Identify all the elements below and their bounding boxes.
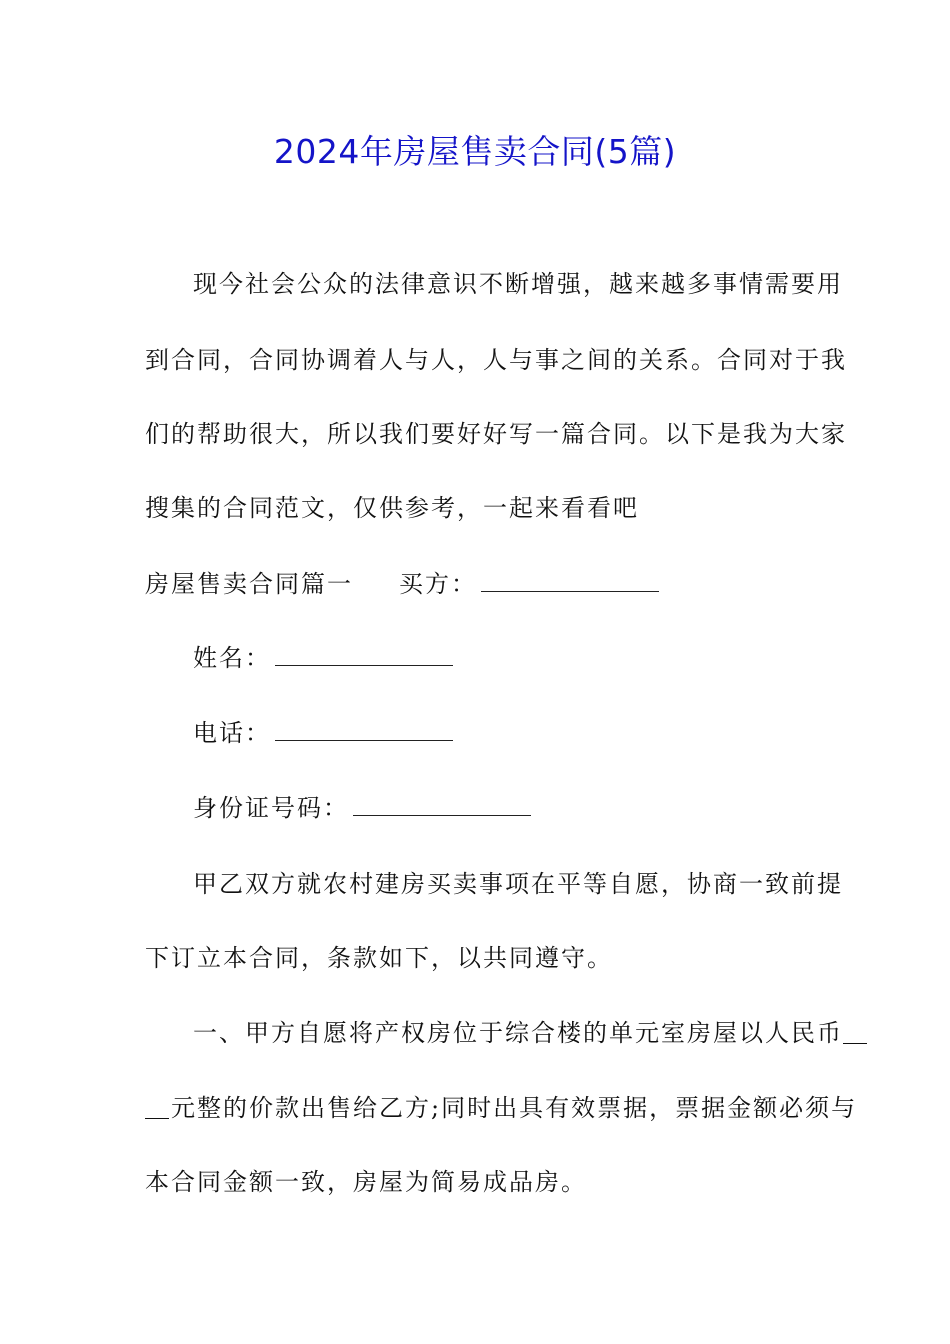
id-row	[193, 788, 531, 828]
name-label: 姓名：	[193, 644, 271, 672]
clause-one-line-1: 一、甲方自愿将产权房位于综合楼的单元室房屋以人民币＿	[193, 1019, 869, 1047]
phone-row	[193, 713, 453, 753]
agreement-line-1: 甲乙双方就农村建房买卖事项在平等自愿，协商一致前提	[193, 870, 843, 898]
intro-line-1: 现今社会公众的法律意识不断增强，越来越多事情需要用	[193, 270, 843, 298]
id-blank-line	[353, 795, 531, 816]
phone-blank-line	[275, 720, 453, 741]
intro-line-3: 们的帮助很大，所以我们要好好写一篇合同。以下是我为大家	[145, 420, 847, 448]
buyer-label: 买方：	[399, 570, 477, 598]
clause-one-line-3: 本合同金额一致，房屋为简易成品房。	[145, 1168, 587, 1196]
document-title: 2024年房屋售卖合同(5篇)	[273, 132, 677, 171]
id-label: 身份证号码：	[193, 794, 349, 822]
buyer-blank-line	[481, 571, 659, 592]
section-heading-row	[145, 564, 659, 604]
section-heading: 房屋售卖合同篇一	[145, 570, 353, 598]
phone-label: 电话：	[193, 719, 271, 747]
intro-line-2: 到合同，合同协调着人与人，人与事之间的关系。合同对于我	[145, 346, 847, 374]
name-row	[193, 638, 453, 678]
name-blank-line	[275, 645, 453, 666]
agreement-line-2: 下订立本合同，条款如下，以共同遵守。	[145, 944, 613, 972]
clause-one-line-2: ＿元整的价款出售给乙方;同时出具有效票据，票据金额必须与	[145, 1094, 858, 1122]
intro-line-4: 搜集的合同范文，仅供参考，一起来看看吧	[145, 494, 639, 522]
